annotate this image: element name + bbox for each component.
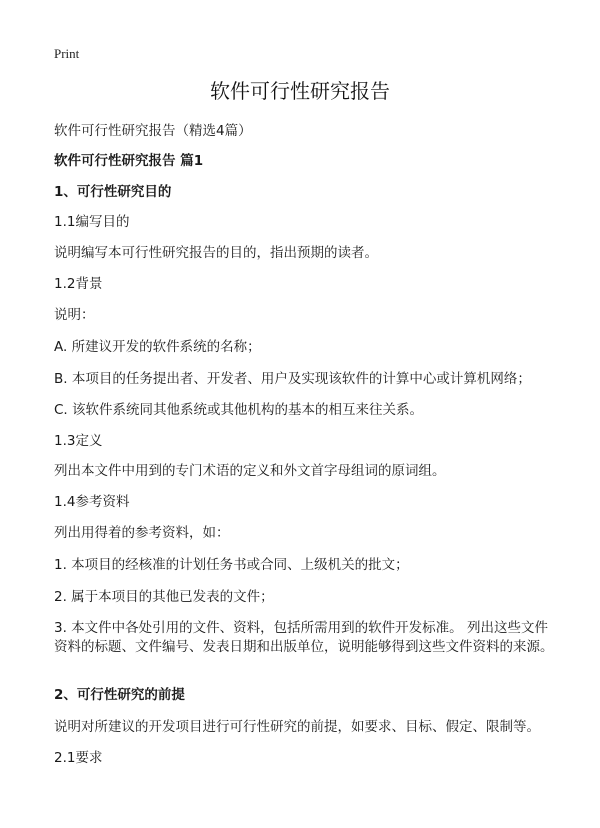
heading-1: 1、可行性研究目的 — [54, 184, 172, 200]
document-title: 软件可行性研究报告 — [210, 79, 390, 103]
list-item-c: C. 该软件系统同其他系统或其他机构的基本的相互来往关系。 — [54, 402, 424, 418]
section-heading: 软件可行性研究报告 篇1 — [54, 153, 204, 169]
list-item-2: 2. 属于本项目的其他已发表的文件； — [54, 589, 274, 605]
paragraph-1-3: 列出本文件中用到的专门术语的定义和外文首字母组词的原词组。 — [54, 463, 446, 479]
list-item-3: 3. 本文件中各处引用的文件、资料，包括所需用到的软件开发标准。 列出这些文件资料的标题、文件编号、发表日期和出版单位，说明能够得到这些文件资料的来源。 — [54, 620, 554, 655]
subheading-1-1: 1.1编写目的 — [54, 214, 130, 230]
list-item-b: B. 本项目的任务提出者、开发者、用户及实现该软件的计算中心或计算机网络； — [54, 371, 531, 387]
print-label: Print — [54, 46, 80, 61]
subheading-1-3: 1.3定义 — [54, 433, 103, 449]
heading-2: 2、可行性研究的前提 — [54, 687, 185, 703]
list-item-a: A. 所建议开发的软件系统的名称； — [54, 339, 261, 355]
subheading-1-2: 1.2背景 — [54, 276, 103, 292]
subheading-2-1: 2.1要求 — [54, 750, 103, 766]
document-subtitle: 软件可行性研究报告（精选4篇） — [54, 123, 252, 139]
paragraph-1-4-intro: 列出用得着的参考资料，如： — [54, 525, 230, 541]
paragraph-1-1: 说明编写本可行性研究报告的目的，指出预期的读者。 — [54, 245, 378, 261]
subheading-1-4: 1.4参考资料 — [54, 494, 130, 510]
list-item-1: 1. 本项目的经核准的计划任务书或合同、上级机关的批文； — [54, 557, 409, 573]
paragraph-1-2-intro: 说明： — [54, 307, 95, 323]
paragraph-2: 说明对所建议的开发项目进行可行性研究的前提，如要求、目标、假定、限制等。 — [54, 719, 540, 735]
